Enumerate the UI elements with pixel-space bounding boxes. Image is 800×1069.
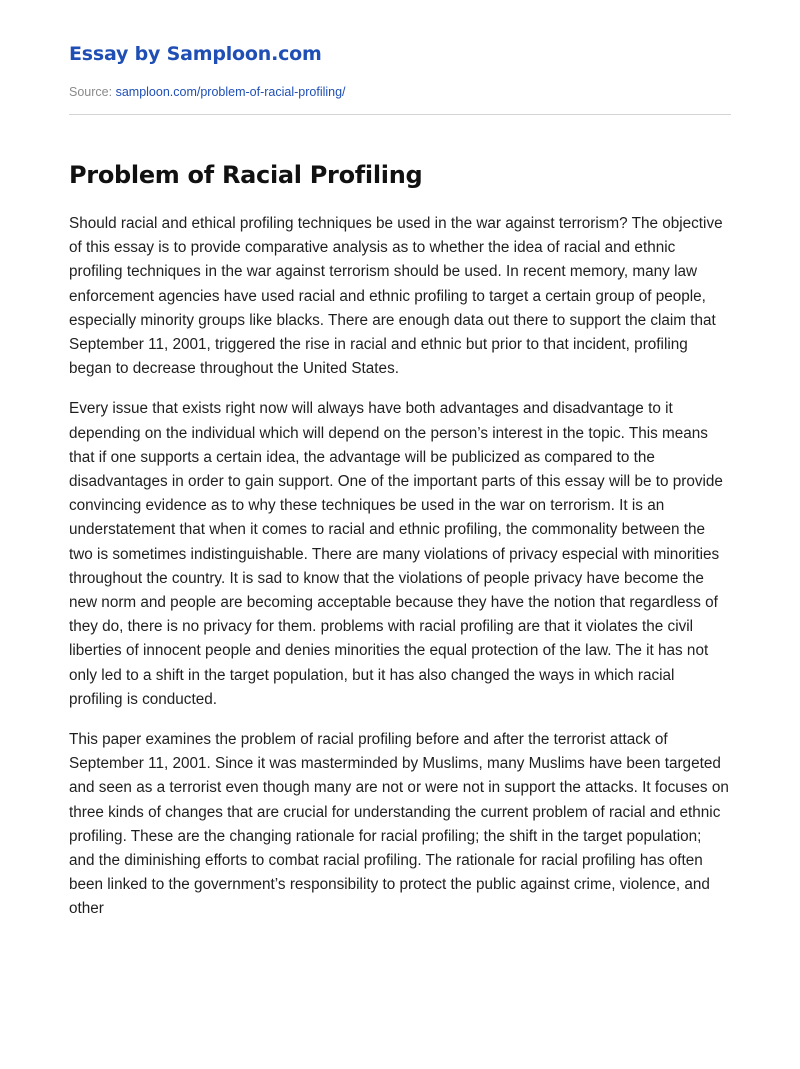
essay-title: Problem of Racial Profiling <box>69 161 423 189</box>
essay-page <box>69 0 731 938</box>
essay-paragraph: Should racial and ethical profiling techniques be used in the war against terrorism? The objective of this essay is to provide comparative analysis as to whether the idea of racial and ethnic profiling techniques in the war against terrorism should be used. In recent memory, many law enforcement agencies have used racial and ethnic profiling to target a certain group of people, especially minority groups like blacks. There are enough data out there to support the claim that September 11, 2001, triggered the rise in racial and ethnic but prior to that incident, profiling began to decrease throughout the United States. <box>69 215 723 378</box>
source-line <box>69 84 731 100</box>
essay-body <box>69 212 731 922</box>
header-divider <box>69 114 731 115</box>
source-link[interactable]: samploon.com/problem-of-racial-profiling/ <box>115 85 346 99</box>
essay-paragraph: Every issue that exists right now will always have both advantages and disadvantage to it depending on the individual which will depend on the person’s interest in the topic. This means that if one supports a certain idea, the advantage will be publicized as compared to the disadvantages in order to gain support. One of the important parts of this essay will be to provide convincing evidence as to why these techniques be used in the war on terrorism. It is an understatement that when it comes to racial and ethnic profiling, the commonality between the two is sometimes indistinguishable. There are many violations of privacy especial with minorities throughout the country. It is sad to know that the violations of people privacy have become the new norm and people are becoming acceptable because they have the notion that regardless of they do, there is no privacy for them. problems with racial profiling are that it violates the civil liberties of innocent people and denies minorities the equal protection of the law. The it has not only led to a shift in the target population, but it has also changed the ways in which racial profiling is conducted. <box>69 400 723 708</box>
site-brand[interactable]: Essay by Samploon.com <box>69 43 322 65</box>
source-label: Source: <box>69 85 113 99</box>
essay-paragraph: This paper examines the problem of racial profiling before and after the terrorist attack of September 11, 2001. Since it was masterminded by Muslims, many Muslims have been targeted and seen as a terrorist even though many are not or were not in support the attacks. It focuses on three kinds of changes that are crucial for understanding the current problem of racial and ethnic profiling. These are the changing rationale for racial profiling; the shift in the target population; and the diminishing efforts to combat racial profiling. The rationale for racial profiling has often been linked to the government’s responsibility to protect the public against crime, violence, and other <box>69 731 729 918</box>
